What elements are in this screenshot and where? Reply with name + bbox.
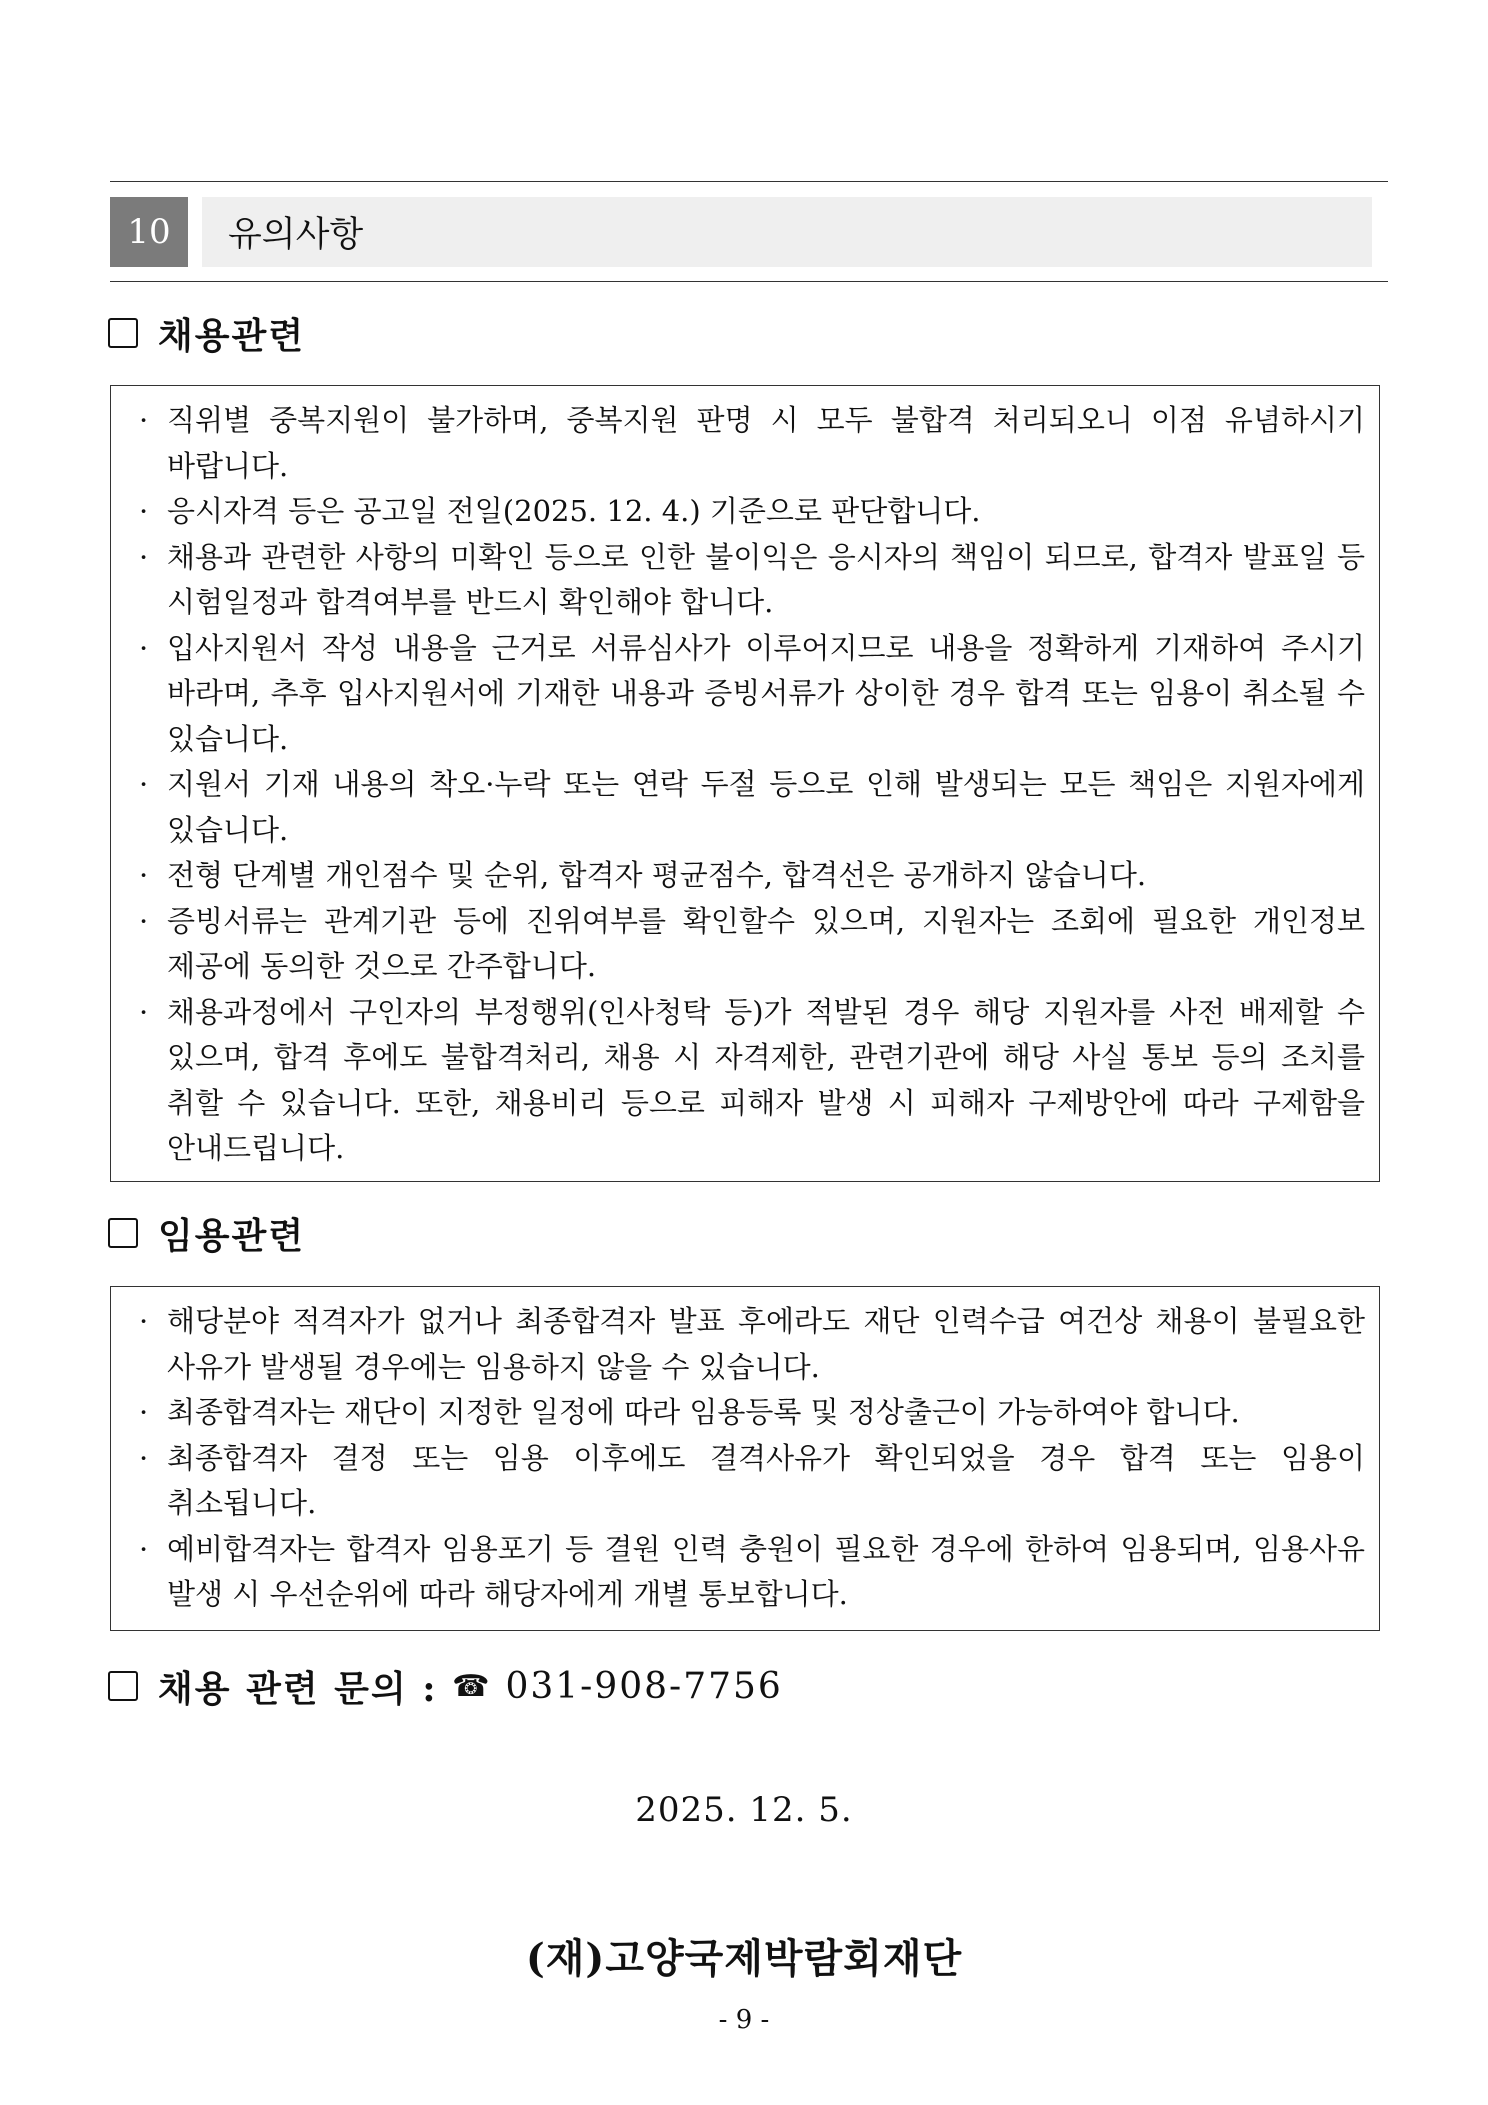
bullet-icon: · — [139, 1304, 149, 1338]
inquiry-heading — [108, 1663, 783, 1709]
recruitment-heading — [108, 310, 305, 356]
list-item: · 전형 단계별 개인점수 및 순위, 합격자 평균점수, 합격선은 공개하지 않습니다. — [131, 853, 1365, 899]
appointment-notice-box — [110, 1286, 1380, 1631]
list-item: · 채용과 관련한 사항의 미확인 등으로 인한 불이익은 응시자의 책임이 되므로, 합격자 발표일 등 시험일정과 합격여부를 반드시 확인해야 합니다. — [131, 535, 1365, 626]
section-title: 유의사항 — [202, 197, 1372, 267]
inquiry-label: 채용 관련 문의 : — [158, 1667, 438, 1710]
bullet-icon: · — [139, 767, 149, 801]
organization-name: (재)고양국제박람회재단 — [525, 1935, 963, 1982]
bullet-icon: · — [139, 1531, 149, 1566]
list-item: · 입사지원서 작성 내용을 근거로 서류심사가 이루어지므로 내용을 정확하게 기재하여 주시기 바라며, 추후 입사지원서에 기재한 내용과 증빙서류가 상이한 경우 합격 또는 임용이 취소될 수 있습니다. — [131, 626, 1365, 763]
recruitment-notice-box — [110, 385, 1380, 1182]
list-item: · 응시자격 등은 공고일 전일(2025. 12. 4.) 기준으로 판단합니다. — [131, 489, 1365, 535]
bottom-rule — [110, 281, 1388, 282]
checkbox-icon — [108, 1671, 138, 1701]
bullet-icon: · — [139, 494, 149, 528]
bullet-icon: · — [139, 403, 149, 437]
document-date: 2025. 12. 5. — [635, 1790, 853, 1830]
bullet-icon: · — [139, 539, 149, 574]
page-number: - 9 - — [718, 2005, 770, 2035]
top-rule — [110, 181, 1388, 182]
bullet-icon: · — [139, 630, 149, 665]
bullet-icon: · — [139, 994, 149, 1029]
list-item: · 최종합격자는 재단이 지정한 일정에 따라 임용등록 및 정상출근이 가능하여야 합니다. — [131, 1390, 1365, 1436]
checkbox-icon — [108, 1218, 138, 1248]
list-item: · 채용과정에서 구인자의 부정행위(인사청탁 등)가 적발된 경우 해당 지원자를 사전 배제할 수 있으며, 합격 후에도 불합격처리, 채용 시 자격제한, 관련기관에 해당 사실 통보 등의 조치를 취할 수 있습니다. 또한, 채용비리 등으로 피해자 발생 시 피해자 구제방안에 따라 구제함을 안내드립니다. — [131, 990, 1365, 1172]
bullet-icon: · — [139, 903, 149, 938]
checkbox-icon — [108, 318, 138, 348]
list-item: · 증빙서류는 관계기관 등에 진위여부를 확인할수 있으며, 지원자는 조회에 필요한 개인정보 제공에 동의한 것으로 간주합니다. — [131, 899, 1365, 990]
appointment-heading — [108, 1210, 305, 1256]
list-item: · 예비합격자는 합격자 임용포기 등 결원 인력 충원이 필요한 경우에 한하여 임용되며, 임용사유 발생 시 우선순위에 따라 해당자에게 개별 통보합니다. — [131, 1527, 1365, 1618]
telephone-icon: ☎ — [452, 1668, 492, 1704]
list-item: · 해당분야 적격자가 없거나 최종합격자 발표 후에라도 재단 인력수급 여건상 채용이 불필요한 사유가 발생될 경우에는 임용하지 않을 수 있습니다. — [131, 1299, 1365, 1390]
list-item: · 직위별 중복지원이 불가하며, 중복지원 판명 시 모두 불합격 처리되오니 이점 유념하시기 바랍니다. — [131, 398, 1365, 489]
list-item: · 최종합격자 결정 또는 임용 이후에도 결격사유가 확인되었을 경우 합격 또는 임용이 취소됩니다. — [131, 1436, 1365, 1527]
recruitment-heading-text: 채용관련 — [158, 314, 306, 357]
bullet-icon: · — [139, 1440, 149, 1475]
section-number: 10 — [110, 197, 188, 267]
appointment-heading-text: 임용관련 — [158, 1214, 306, 1257]
list-item: · 지원서 기재 내용의 착오·누락 또는 연락 두절 등으로 인해 발생되는 모든 책임은 지원자에게 있습니다. — [131, 762, 1365, 853]
phone-number[interactable]: 031-908-7756 — [505, 1665, 783, 1707]
bullet-icon: · — [139, 858, 149, 892]
bullet-icon: · — [139, 1395, 149, 1429]
